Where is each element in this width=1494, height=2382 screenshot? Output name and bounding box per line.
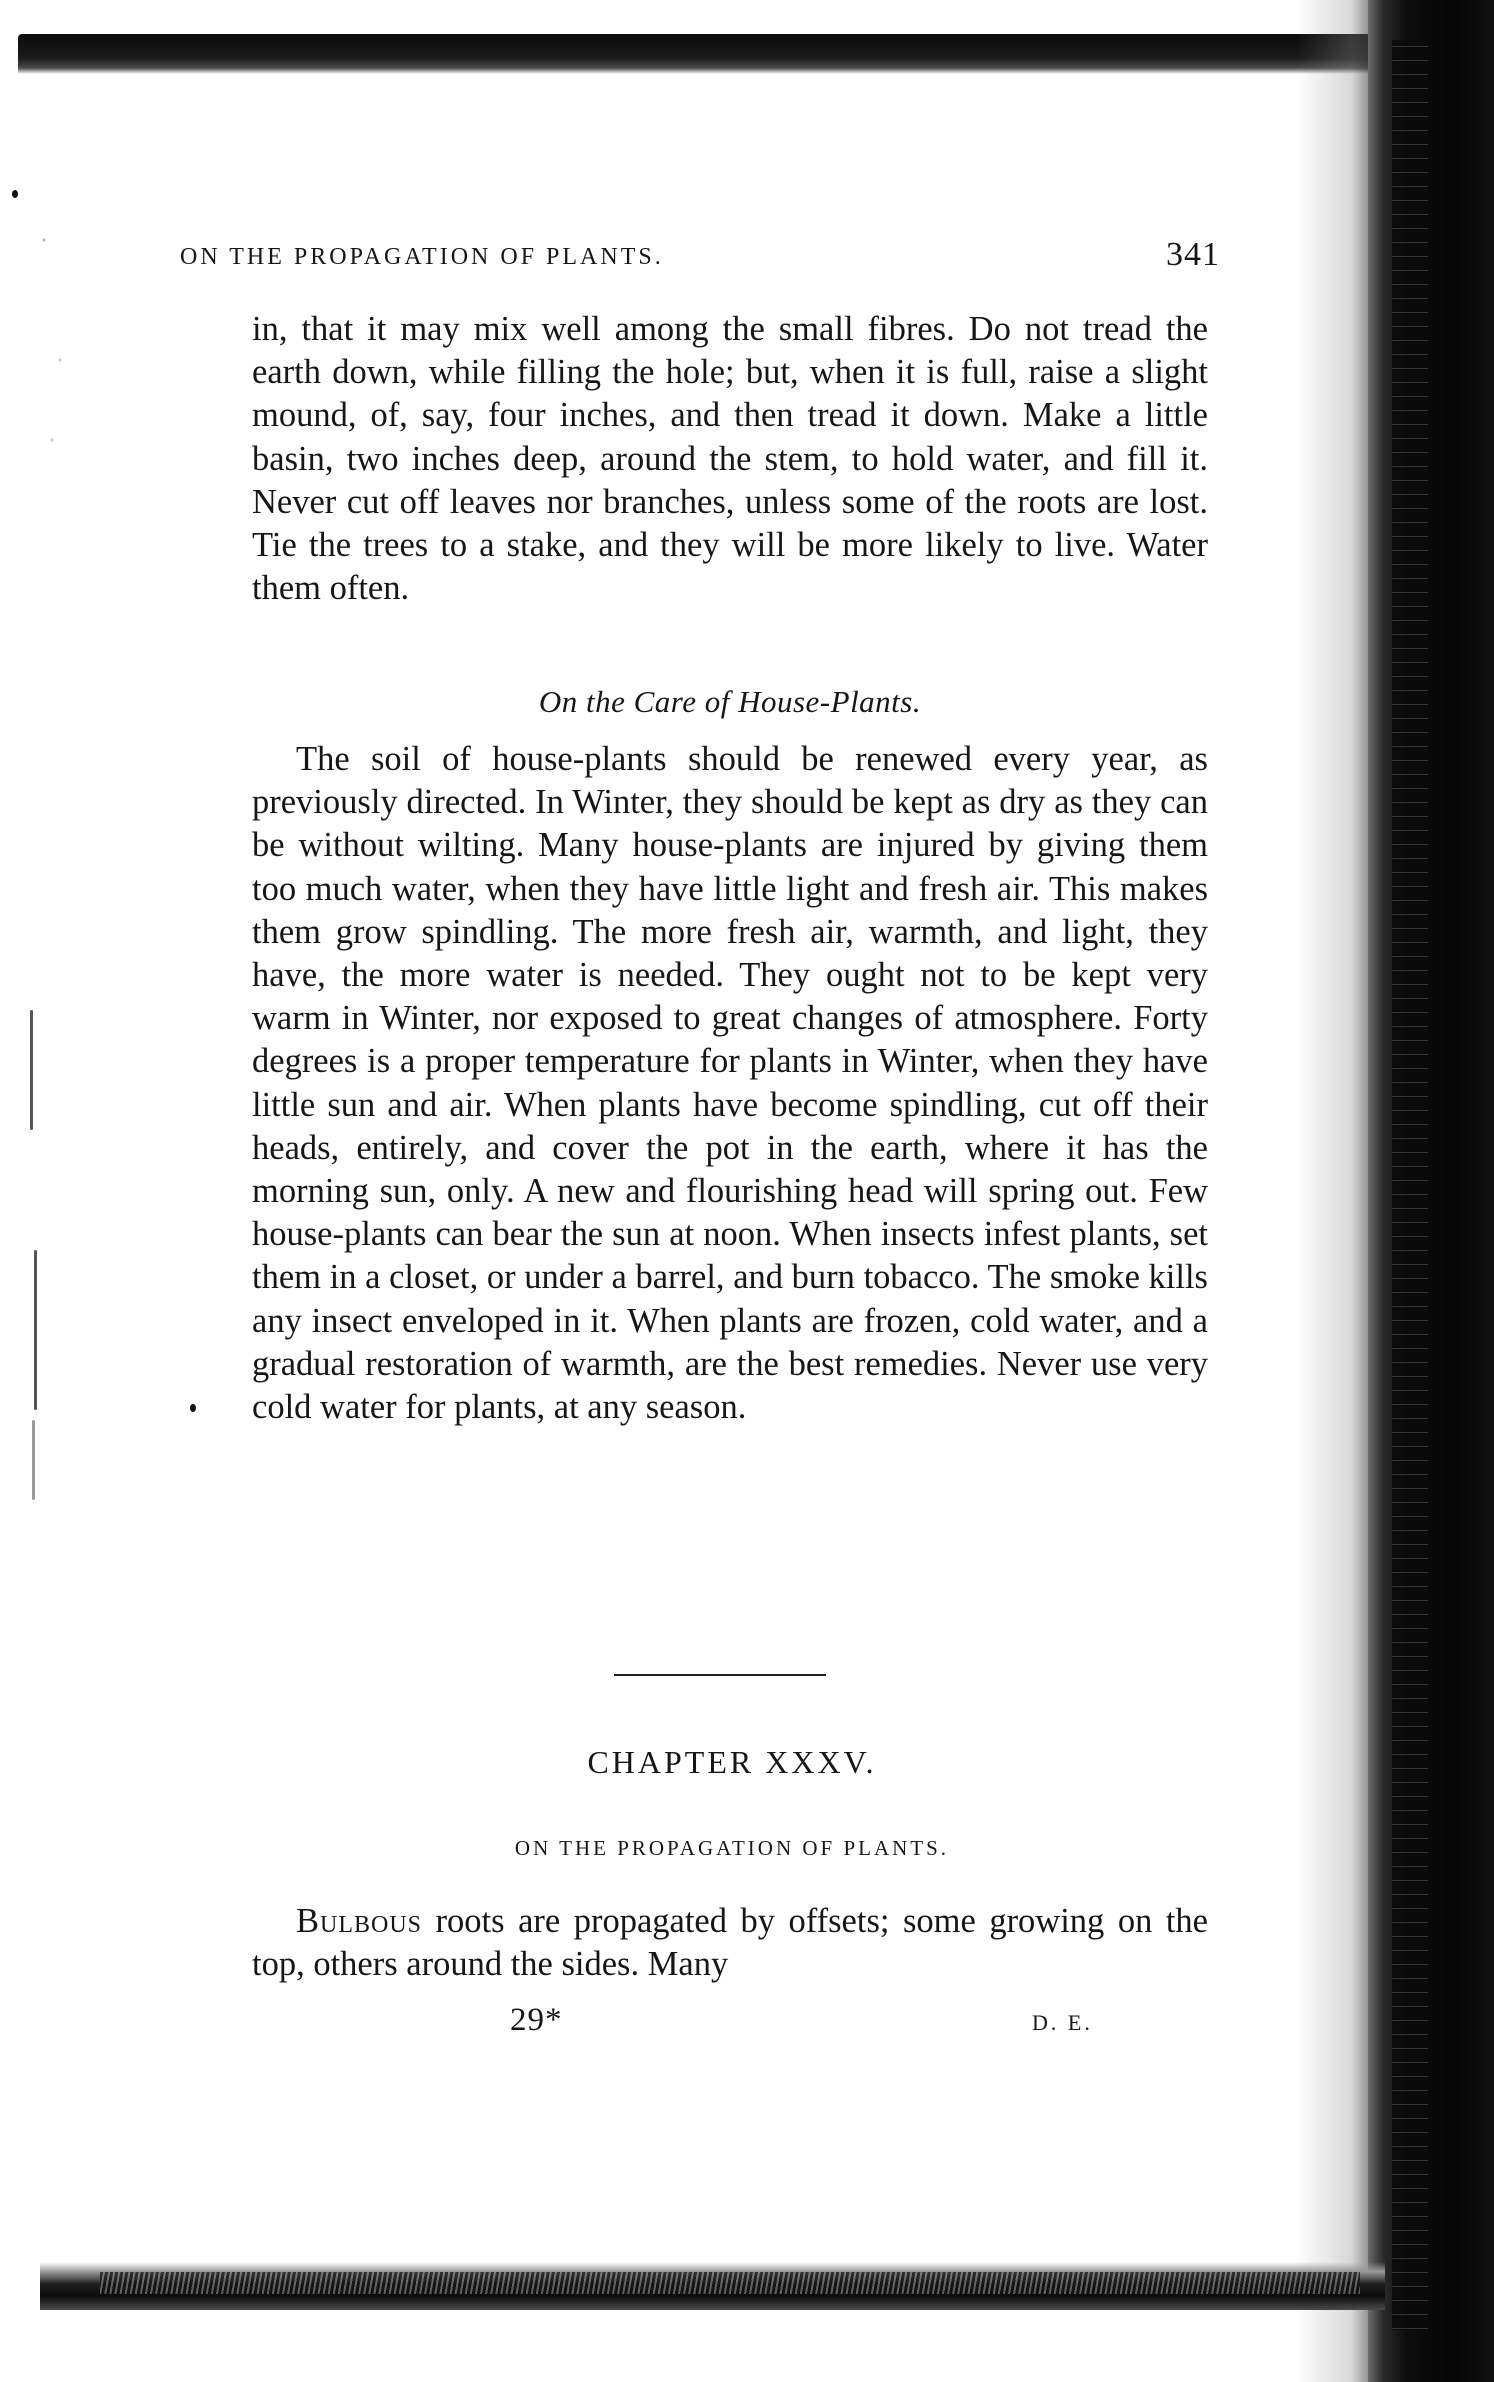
section-divider-rule (614, 1674, 826, 1676)
body-paragraph-house-plants: The soil of house-plants should be renewed every year, as previously directed. In Winter, they should be kept as dry as they can be without wilting. Many house-plants are injured by giving them too much water, when they have little light and fresh air. This makes them grow spindling. The more fresh air, warmth, and light, they have, the more water is needed. They ought not to be kept very warm in Winter, nor exposed to great changes of atmosphere. Forty degrees is a proper temperature for plants in Winter, when they have little sun and air. When plants have become spindling, cut off their heads, entirely, and cover the pot in the earth, where it has the morning sun, only. A new and flourishing head will spring out. Few house-plants can bear the sun at noon. When insects infest plants, set them in a closet, or under a barrel, and burn tobacco. The smoke kills any insect enveloped in it. When plants are frozen, cold water, and a gradual restoration of warmth, are the best remedies. Never use very cold water for plants, at any season. (252, 740, 1208, 1427)
ink-speck (190, 1404, 196, 1412)
lead-word: Bulbous (296, 1902, 423, 1940)
book-top-edge-shadow (18, 34, 1378, 74)
gutter-fade (1296, 0, 1376, 2382)
page-number: 341 (1166, 236, 1220, 273)
left-margin-mark (32, 1420, 35, 1500)
chapter-opening-paragraph (252, 1900, 1208, 1986)
left-margin-mark (30, 1010, 33, 1130)
left-margin-mark (34, 1250, 37, 1410)
book-spine-edge (1368, 0, 1494, 2382)
chapter-title: CHAPTER XXXV. (587, 1744, 877, 1780)
signature-mark: 29* (510, 2002, 563, 2038)
chapter-subtitle: ON THE PROPAGATION OF PLANTS. (514, 1836, 950, 1860)
printer-mark: D. E. (1032, 2010, 1093, 2035)
running-head: ON THE PROPAGATION OF PLANTS. (180, 244, 664, 270)
body-paragraph-continued: in, that it may mix well among the small fibres. Do not tread the earth down, while filling the hole; but, when it is full, raise a slight mound, of, say, four inches, and then tread it down. Make a little basin, two inches deep, around the stem, to hold water, and fill it. Never cut off leaves nor branches, unless some of the roots are lost. Tie the trees to a stake, and they will be more likely to live. Water them often. (252, 310, 1208, 608)
book-spine-texture (1392, 40, 1428, 2330)
chapter-opening-text: roots are propagated by offsets; some growing on the top, others around the sides. Many (252, 1902, 1208, 1984)
ink-speck (12, 190, 18, 198)
section-subheading: On the Care of House-Plants. (538, 684, 922, 719)
page-header (180, 236, 1220, 280)
left-margin-specks (36, 120, 76, 520)
book-bottom-edge-texture (100, 2272, 1360, 2294)
